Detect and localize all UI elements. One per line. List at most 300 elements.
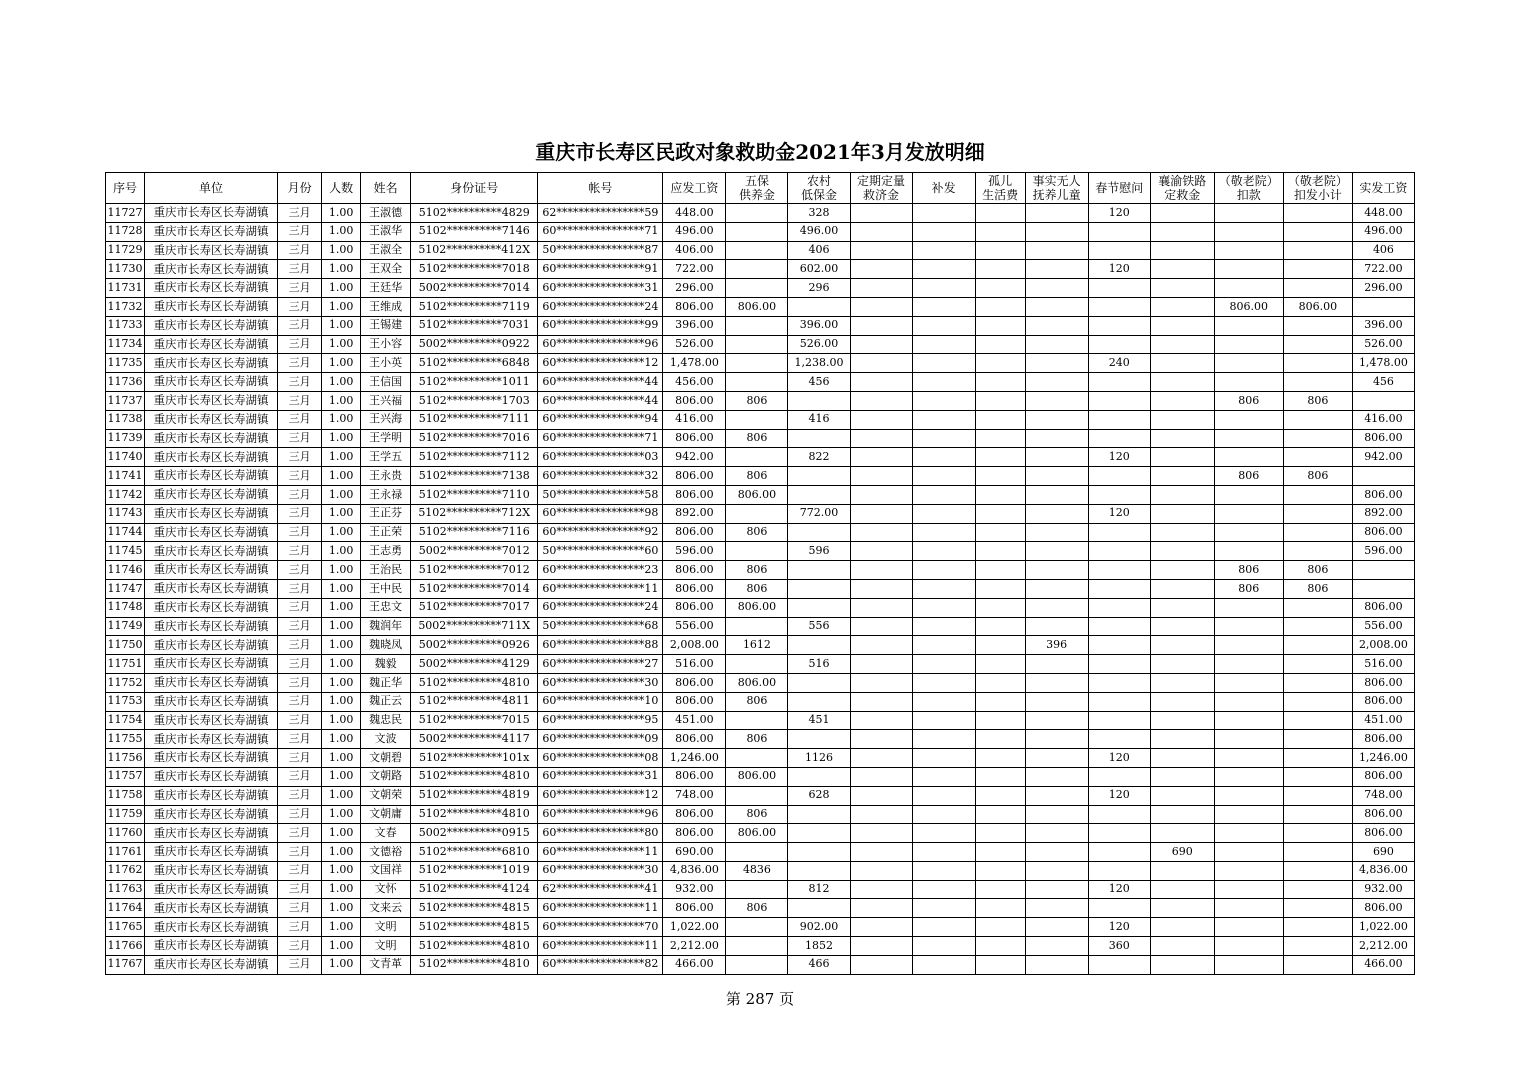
table-cell: 11731 (106, 279, 145, 298)
table-cell: 1.00 (322, 861, 361, 880)
table-cell: 456.00 (663, 373, 726, 392)
table-cell (1088, 485, 1150, 504)
table-cell (1214, 410, 1283, 429)
table-cell: 1.00 (322, 504, 361, 523)
page-title: 重庆市长寿区民政对象救助金2021年3月发放明细 (535, 140, 985, 164)
table-cell: 806 (1283, 561, 1352, 580)
table-cell: 5102**********4829 (411, 204, 538, 223)
table-cell (1150, 730, 1214, 749)
table-cell (850, 767, 912, 786)
table-cell: 三月 (278, 899, 322, 918)
table-cell: 1.00 (322, 899, 361, 918)
table-cell (1025, 260, 1088, 279)
table-cell: 王兴海 (361, 410, 411, 429)
table-cell: 1.00 (322, 260, 361, 279)
table-cell: 448.00 (663, 204, 726, 223)
table-cell (1214, 204, 1283, 223)
table-cell: 文朝路 (361, 767, 411, 786)
table-cell: 806.00 (663, 673, 726, 692)
table-cell: 50****************87 (538, 241, 663, 260)
table-cell (1214, 655, 1283, 674)
table-cell (912, 655, 975, 674)
table-cell: 11767 (106, 955, 145, 974)
table-cell (726, 316, 788, 335)
table-cell: 496.00 (1352, 222, 1414, 241)
table-cell: 重庆市长寿区长寿湖镇 (145, 805, 278, 824)
table-cell (1283, 880, 1352, 899)
table-cell (726, 448, 788, 467)
table-cell (726, 335, 788, 354)
table-cell (1088, 222, 1150, 241)
table-cell: 516.00 (663, 655, 726, 674)
table-cell (1025, 767, 1088, 786)
table-cell: 60****************10 (538, 692, 663, 711)
column-header: （敬老院） 扣款 (1214, 173, 1283, 204)
table-cell: 60****************95 (538, 711, 663, 730)
table-cell: 王淑德 (361, 204, 411, 223)
table-cell (850, 410, 912, 429)
table-cell: 重庆市长寿区长寿湖镇 (145, 937, 278, 956)
table-cell (788, 673, 850, 692)
table-cell (788, 767, 850, 786)
table-cell (788, 297, 850, 316)
table-cell (1150, 279, 1214, 298)
table-cell (1150, 673, 1214, 692)
table-cell (1150, 316, 1214, 335)
table-cell: 60****************98 (538, 504, 663, 523)
table-cell (1088, 373, 1150, 392)
table-cell: 三月 (278, 204, 322, 223)
table-cell: 5002**********0926 (411, 636, 538, 655)
table-cell: 602.00 (788, 260, 850, 279)
table-cell: 822 (788, 448, 850, 467)
table-cell: 文德裕 (361, 843, 411, 862)
table-cell: 5102**********7014 (411, 579, 538, 598)
table-cell: 1.00 (322, 579, 361, 598)
table-cell: 50****************58 (538, 485, 663, 504)
table-cell (850, 880, 912, 899)
table-cell (975, 767, 1025, 786)
table-cell: 806.00 (663, 692, 726, 711)
table-cell: 806 (726, 523, 788, 542)
table-cell (1150, 485, 1214, 504)
table-cell (1088, 861, 1150, 880)
table-cell (912, 523, 975, 542)
table-row (106, 955, 1415, 974)
table-cell: 11765 (106, 918, 145, 937)
table-cell: 重庆市长寿区长寿湖镇 (145, 467, 278, 486)
table-cell: 806.00 (1352, 805, 1414, 824)
table-cell (1214, 617, 1283, 636)
table-cell: 11747 (106, 579, 145, 598)
table-cell: 魏正华 (361, 673, 411, 692)
table-cell: 1612 (726, 636, 788, 655)
table-cell (1150, 655, 1214, 674)
table-cell: 806.00 (663, 561, 726, 580)
table-cell: 806.00 (663, 899, 726, 918)
table-row (106, 335, 1415, 354)
table-cell (1150, 617, 1214, 636)
table-cell (1214, 241, 1283, 260)
table-cell (1283, 222, 1352, 241)
table-cell: 文朝庸 (361, 805, 411, 824)
table-cell (1025, 899, 1088, 918)
table-cell: 60****************24 (538, 598, 663, 617)
table-cell: 三月 (278, 297, 322, 316)
table-cell (975, 880, 1025, 899)
table-cell: 62****************59 (538, 204, 663, 223)
table-cell: 5102**********4810 (411, 955, 538, 974)
table-cell: 11729 (106, 241, 145, 260)
table-cell: 628 (788, 786, 850, 805)
table-cell: 重庆市长寿区长寿湖镇 (145, 542, 278, 561)
table-cell: 魏忠民 (361, 711, 411, 730)
table-cell: 60****************71 (538, 222, 663, 241)
table-cell (912, 843, 975, 862)
table-cell (726, 617, 788, 636)
table-cell (726, 204, 788, 223)
table-cell: 60****************23 (538, 561, 663, 580)
table-cell: 892.00 (1352, 504, 1414, 523)
table-cell (726, 504, 788, 523)
table-cell: 三月 (278, 448, 322, 467)
table-cell: 重庆市长寿区长寿湖镇 (145, 786, 278, 805)
table-cell: 60****************11 (538, 899, 663, 918)
table-cell: 三月 (278, 655, 322, 674)
table-cell (1088, 955, 1150, 974)
table-cell: 王中民 (361, 579, 411, 598)
table-cell: 1.00 (322, 204, 361, 223)
table-cell: 4836 (726, 861, 788, 880)
table-cell: 11727 (106, 204, 145, 223)
table-cell: 5102**********6810 (411, 843, 538, 862)
table-cell (975, 523, 1025, 542)
table-cell (850, 579, 912, 598)
table-cell (1214, 880, 1283, 899)
table-cell: 1.00 (322, 429, 361, 448)
table-cell (726, 749, 788, 768)
column-header: 序号 (106, 173, 145, 204)
table-cell: 932.00 (663, 880, 726, 899)
table-cell: 806 (1283, 467, 1352, 486)
table-cell: 806 (726, 561, 788, 580)
table-cell: 三月 (278, 542, 322, 561)
table-cell: 5002**********0922 (411, 335, 538, 354)
table-cell: 406.00 (663, 241, 726, 260)
table-cell: 三月 (278, 692, 322, 711)
table-cell (1283, 711, 1352, 730)
table-cell: 5102**********7112 (411, 448, 538, 467)
table-cell: 重庆市长寿区长寿湖镇 (145, 843, 278, 862)
table-cell (1088, 467, 1150, 486)
table-cell: 三月 (278, 843, 322, 862)
table-cell: 556.00 (1352, 617, 1414, 636)
table-cell: 重庆市长寿区长寿湖镇 (145, 617, 278, 636)
table-cell (975, 805, 1025, 824)
table-cell (912, 861, 975, 880)
table-cell (1025, 241, 1088, 260)
table-cell: 60****************96 (538, 335, 663, 354)
table-cell (1283, 523, 1352, 542)
table-cell: 文春 (361, 824, 411, 843)
table-cell: 11756 (106, 749, 145, 768)
table-cell (1283, 429, 1352, 448)
table-cell (975, 692, 1025, 711)
table-cell (912, 335, 975, 354)
table-cell: 806 (1214, 579, 1283, 598)
table-cell (1150, 222, 1214, 241)
table-cell: 806 (1214, 561, 1283, 580)
table-cell: 50****************60 (538, 542, 663, 561)
table-cell (1088, 316, 1150, 335)
table-row (106, 711, 1415, 730)
table-row (106, 843, 1415, 862)
table-cell: 5002**********0915 (411, 824, 538, 843)
column-header: （敬老院） 扣发小计 (1283, 173, 1352, 204)
table-cell (1025, 617, 1088, 636)
table-row (106, 561, 1415, 580)
table-cell: 806.00 (726, 824, 788, 843)
table-cell: 重庆市长寿区长寿湖镇 (145, 222, 278, 241)
table-cell: 三月 (278, 598, 322, 617)
table-cell (912, 542, 975, 561)
table-cell: 5002**********7012 (411, 542, 538, 561)
table-cell (1150, 880, 1214, 899)
table-cell (726, 711, 788, 730)
table-row (106, 504, 1415, 523)
table-cell (912, 824, 975, 843)
table-cell: 5102**********101x (411, 749, 538, 768)
table-cell (1352, 297, 1414, 316)
table-cell: 重庆市长寿区长寿湖镇 (145, 899, 278, 918)
table-cell (1150, 579, 1214, 598)
table-cell: 2,008.00 (1352, 636, 1414, 655)
table-cell (1088, 561, 1150, 580)
table-cell (1025, 504, 1088, 523)
table-cell: 416 (788, 410, 850, 429)
table-cell (912, 316, 975, 335)
table-cell (1025, 222, 1088, 241)
table-cell: 806.00 (726, 297, 788, 316)
table-cell (975, 655, 1025, 674)
table-cell: 重庆市长寿区长寿湖镇 (145, 711, 278, 730)
table-cell (1214, 918, 1283, 937)
table-cell (1150, 786, 1214, 805)
table-cell: 王治民 (361, 561, 411, 580)
table-cell: 1.00 (322, 542, 361, 561)
table-cell: 1.00 (322, 391, 361, 410)
table-cell: 重庆市长寿区长寿湖镇 (145, 636, 278, 655)
table-cell (1150, 260, 1214, 279)
table-cell: 806 (1214, 391, 1283, 410)
table-cell (912, 899, 975, 918)
table-cell: 60****************70 (538, 918, 663, 937)
table-cell (850, 899, 912, 918)
table-cell: 11736 (106, 373, 145, 392)
table-row (106, 805, 1415, 824)
table-cell (975, 636, 1025, 655)
table-cell: 806.00 (663, 391, 726, 410)
table-cell: 806.00 (663, 767, 726, 786)
table-row (106, 429, 1415, 448)
table-cell: 806.00 (1283, 297, 1352, 316)
table-cell: 5102**********4810 (411, 805, 538, 824)
table-cell (788, 391, 850, 410)
table-cell: 11733 (106, 316, 145, 335)
table-cell: 文明 (361, 937, 411, 956)
table-cell: 三月 (278, 786, 322, 805)
table-cell (726, 373, 788, 392)
table-cell: 806 (1214, 467, 1283, 486)
table-row (106, 655, 1415, 674)
table-cell: 806.00 (1352, 767, 1414, 786)
table-cell (788, 485, 850, 504)
table-cell: 11728 (106, 222, 145, 241)
table-cell: 596 (788, 542, 850, 561)
table-cell: 魏晓凤 (361, 636, 411, 655)
table-cell (1214, 448, 1283, 467)
table-cell: 三月 (278, 749, 322, 768)
table-cell: 5102**********7016 (411, 429, 538, 448)
table-cell: 11745 (106, 542, 145, 561)
table-row (106, 222, 1415, 241)
table-cell: 王兴福 (361, 391, 411, 410)
table-row (106, 617, 1415, 636)
table-cell (1150, 542, 1214, 561)
table-cell (1352, 391, 1414, 410)
table-cell: 1.00 (322, 786, 361, 805)
table-cell: 王维成 (361, 297, 411, 316)
table-cell (1150, 861, 1214, 880)
table-cell (1088, 429, 1150, 448)
table-cell (975, 711, 1025, 730)
table-cell: 5102**********4815 (411, 918, 538, 937)
table-cell: 三月 (278, 241, 322, 260)
table-cell (1088, 279, 1150, 298)
table-cell: 556 (788, 617, 850, 636)
table-cell: 5102**********4124 (411, 880, 538, 899)
table-cell: 三月 (278, 354, 322, 373)
table-cell: 1,246.00 (1352, 749, 1414, 768)
table-cell: 296 (788, 279, 850, 298)
table-cell: 11751 (106, 655, 145, 674)
table-cell: 556.00 (663, 617, 726, 636)
table-cell: 120 (1088, 880, 1150, 899)
table-cell: 1.00 (322, 241, 361, 260)
table-cell: 806.00 (663, 485, 726, 504)
table-row (106, 485, 1415, 504)
table-cell (788, 899, 850, 918)
table-cell: 806 (726, 429, 788, 448)
table-cell (912, 297, 975, 316)
column-header: 事实无人 抚养儿童 (1025, 173, 1088, 204)
table-cell: 11766 (106, 937, 145, 956)
table-cell (788, 824, 850, 843)
table-cell (1025, 749, 1088, 768)
table-cell: 806 (1283, 579, 1352, 598)
table-cell (1214, 805, 1283, 824)
table-cell (1088, 523, 1150, 542)
column-header: 五保 供养金 (726, 173, 788, 204)
table-cell (1283, 918, 1352, 937)
table-cell: 三月 (278, 467, 322, 486)
table-cell (975, 297, 1025, 316)
table-cell (1025, 335, 1088, 354)
table-cell: 11758 (106, 786, 145, 805)
table-cell: 1.00 (322, 955, 361, 974)
table-cell: 5102**********4815 (411, 899, 538, 918)
table-cell (1025, 937, 1088, 956)
table-row (106, 354, 1415, 373)
table-cell: 王学明 (361, 429, 411, 448)
table-cell: 4,836.00 (663, 861, 726, 880)
table-cell: 240 (1088, 354, 1150, 373)
table-cell (975, 504, 1025, 523)
table-cell (726, 880, 788, 899)
table-cell: 2,008.00 (663, 636, 726, 655)
table-cell: 1.00 (322, 617, 361, 636)
column-header: 襄渝铁路 定救金 (1150, 173, 1214, 204)
table-cell: 806 (726, 467, 788, 486)
table-cell (1150, 504, 1214, 523)
table-cell: 5102**********7119 (411, 297, 538, 316)
table-cell (1283, 937, 1352, 956)
table-cell (1150, 598, 1214, 617)
table-cell (850, 279, 912, 298)
table-cell: 806.00 (663, 523, 726, 542)
table-cell (1150, 824, 1214, 843)
table-cell (1025, 316, 1088, 335)
table-row (106, 279, 1415, 298)
column-header: 春节慰问 (1088, 173, 1150, 204)
table-cell: 三月 (278, 561, 322, 580)
table-cell (1283, 279, 1352, 298)
table-cell: 重庆市长寿区长寿湖镇 (145, 335, 278, 354)
table-cell: 重庆市长寿区长寿湖镇 (145, 561, 278, 580)
table-cell: 王双全 (361, 260, 411, 279)
table-cell: 60****************31 (538, 767, 663, 786)
table-cell (1283, 636, 1352, 655)
table-cell (912, 617, 975, 636)
table-row (106, 260, 1415, 279)
table-cell: 806.00 (1352, 899, 1414, 918)
table-cell: 451.00 (1352, 711, 1414, 730)
table-cell: 806.00 (1352, 523, 1414, 542)
table-cell: 重庆市长寿区长寿湖镇 (145, 655, 278, 674)
table-cell: 重庆市长寿区长寿湖镇 (145, 316, 278, 335)
table-cell: 60****************96 (538, 805, 663, 824)
table-cell: 806.00 (726, 485, 788, 504)
table-cell (912, 429, 975, 448)
table-cell: 11748 (106, 598, 145, 617)
table-cell: 11739 (106, 429, 145, 448)
table-cell (1283, 504, 1352, 523)
table-cell (850, 843, 912, 862)
table-cell (726, 241, 788, 260)
table-cell (850, 561, 912, 580)
table-cell (912, 880, 975, 899)
table-cell: 806.00 (1352, 673, 1414, 692)
table-cell (1283, 598, 1352, 617)
table-cell (975, 843, 1025, 862)
table-cell (1283, 673, 1352, 692)
table-cell (912, 767, 975, 786)
table-cell: 重庆市长寿区长寿湖镇 (145, 504, 278, 523)
table-cell (1283, 730, 1352, 749)
table-cell (1150, 767, 1214, 786)
table-cell (850, 636, 912, 655)
table-cell: 王永禄 (361, 485, 411, 504)
